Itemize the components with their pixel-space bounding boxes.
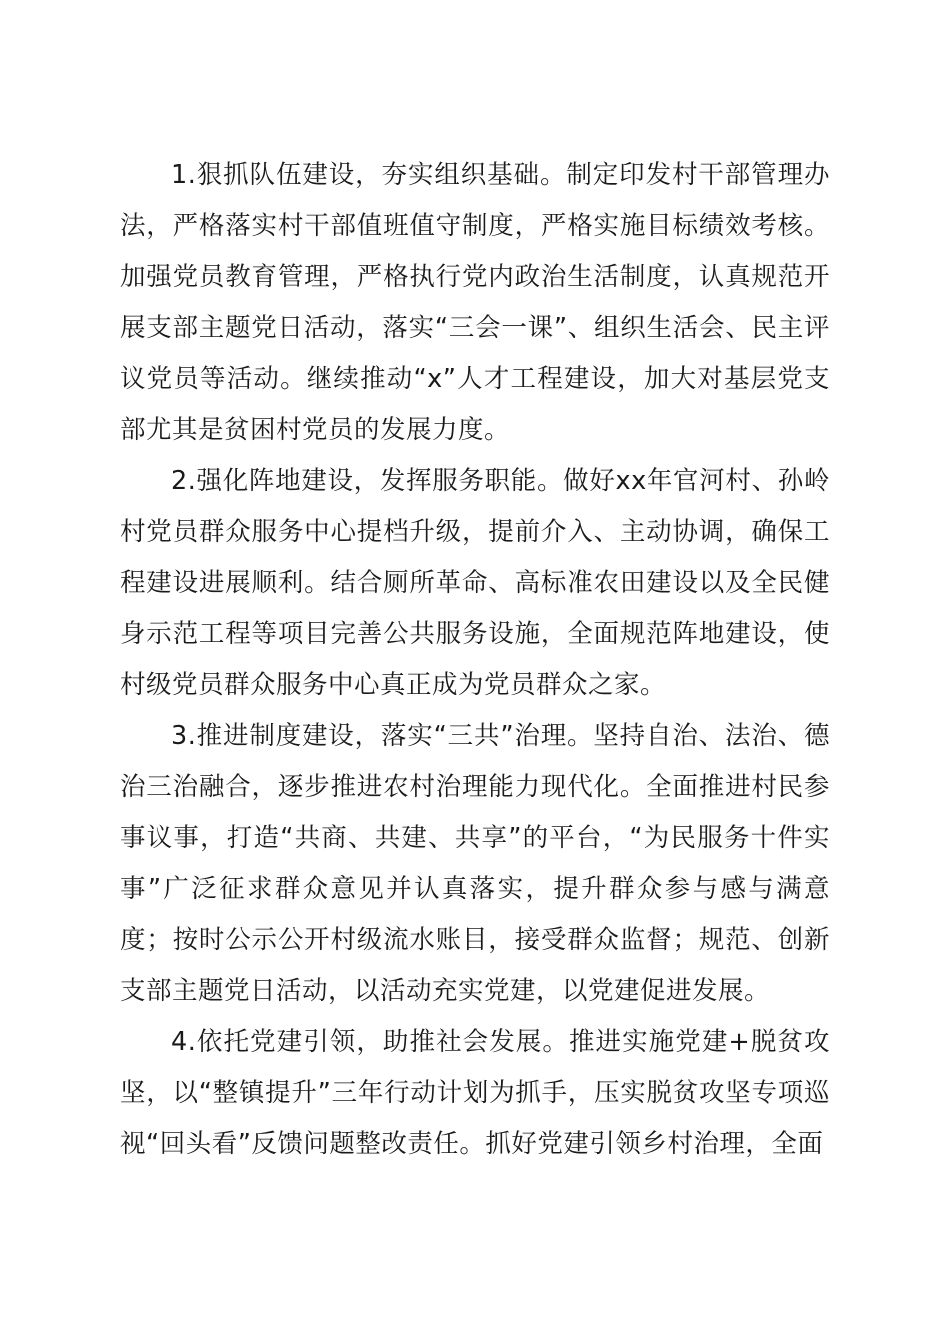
paragraph-2: 2.强化阵地建设，发挥服务职能。做好xx年官河村、孙岭村党员群众服务中心提档升级，提前介入、主动协调，确保工程建设进展顺利。结合厕所革命、高标准农田建设以及全民健身示范工程等项目完善公共服务设施，全面规范阵地建设，使村级党员群众服务中心真正成为党员群众之家。 [120, 466, 830, 700]
paragraph-4: 4.依托党建引领，助推社会发展。推进实施党建+脱贫攻坚，以“整镇提升”三年行动计划为抓手，压实脱贫攻坚专项巡视“回头看”反馈问题整改责任。抓好党建引领乡村治理，全面 [120, 1027, 830, 1159]
paragraph-1: 1.狠抓队伍建设，夯实组织基础。制定印发村干部管理办法，严格落实村干部值班值守制度，严格实施目标绩效考核。加强党员教育管理，严格执行党内政治生活制度，认真规范开展支部主题党日活动，落实“三会一课”、组织生活会、民主评议党员等活动。继续推动“x”人才工程建设，加大对基层党支部尤其是贫困村党员的发展力度。 [120, 160, 830, 445]
document-body [120, 150, 830, 1170]
paragraph-3: 3.推进制度建设，落实“三共”治理。坚持自治、法治、德治三治融合，逐步推进农村治理能力现代化。全面推进村民参事议事，打造“共商、共建、共享”的平台，“为民服务十件实事”广泛征求群众意见并认真落实，提升群众参与感与满意度；按时公示公开村级流水账目，接受群众监督；规范、创新支部主题党日活动，以活动充实党建，以党建促进发展。 [120, 721, 830, 1006]
